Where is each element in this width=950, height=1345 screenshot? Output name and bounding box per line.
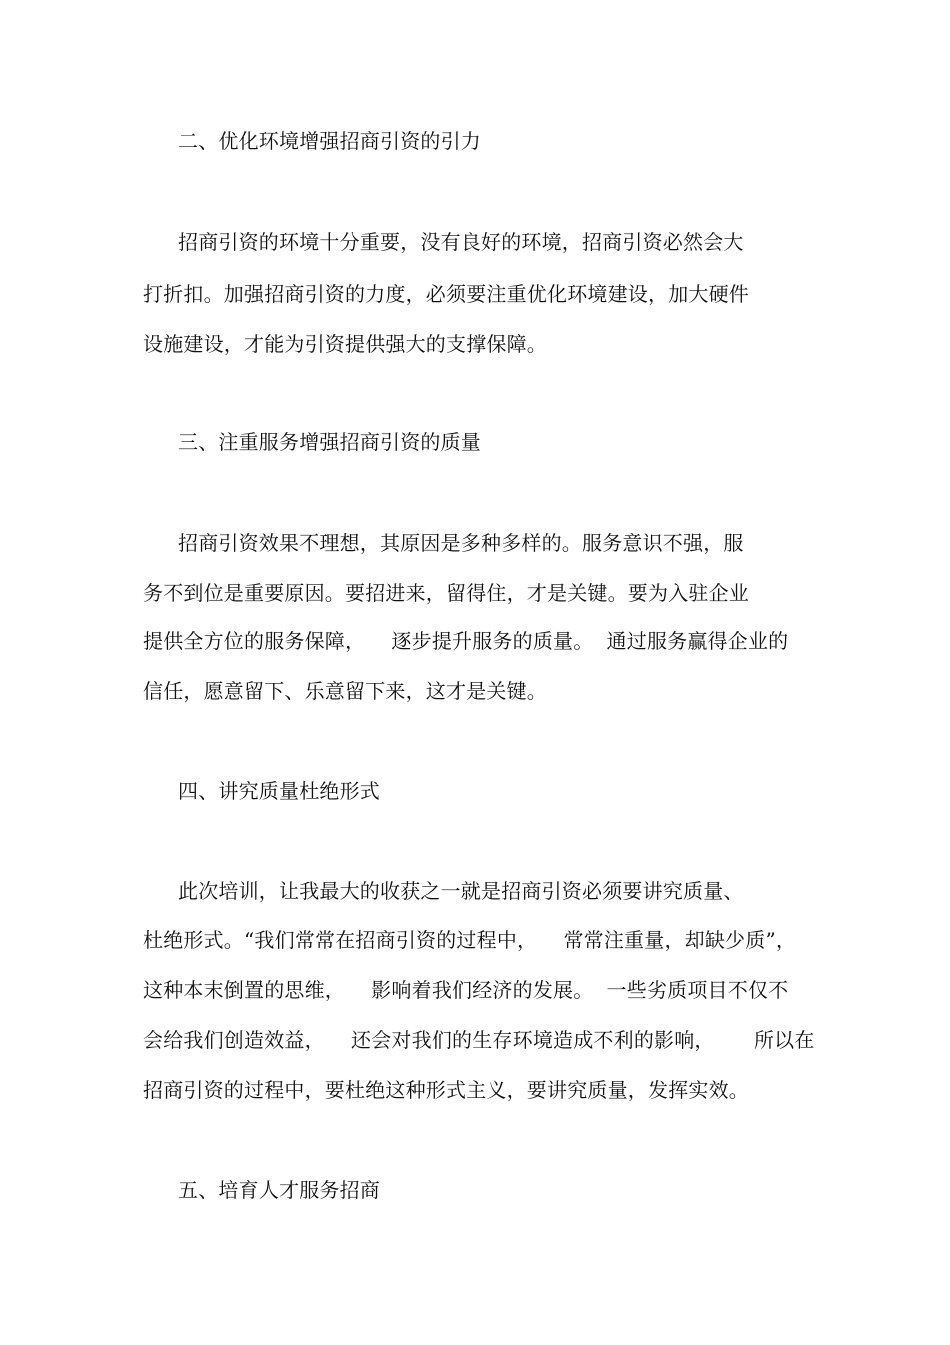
paragraph-line: 提供全方位的服务保障， 逐步提升服务的质量。 通过服务赢得企业的 (143, 629, 789, 653)
paragraph-line: 招商引资效果不理想，其原因是多种多样的。服务意识不强，服 (178, 531, 744, 555)
section-heading: 五、培育人才服务招商 (178, 1178, 380, 1202)
paragraph-line: 务不到位是重要原因。要招进来，留得住，才是关键。要为入驻企业 (143, 581, 749, 605)
paragraph-line: 这种本末倒置的思维， 影响着我们经济的发展。 一些劣质项目不仅不 (143, 978, 789, 1002)
paragraph-line: 会给我们创造效益， 还会对我们的生存环境造成不利的影响， 所以在 (143, 1028, 815, 1052)
section-heading: 二、优化环境增强招商引资的引力 (178, 129, 481, 153)
paragraph-line: 招商引资的环境十分重要，没有良好的环境，招商引资必然会大 (178, 230, 744, 254)
paragraph-line: 信任，愿意留下、乐意留下来，这才是关键。 (143, 679, 547, 703)
section-heading: 四、讲究质量杜绝形式 (178, 779, 380, 803)
section-heading: 三、注重服务增强招商引资的质量 (178, 430, 481, 454)
paragraph-line: 杜绝形式。“我们常常在招商引资的过程中， 常常注重量，却缺少质”， (143, 928, 797, 952)
paragraph-line: 招商引资的过程中，要杜绝这种形式主义，要讲究质量，发挥实效。 (143, 1078, 749, 1102)
paragraph-line: 打折扣。加强招商引资的力度，必须要注重优化环境建设，加大硬件 (143, 282, 749, 306)
paragraph-line: 设施建设，才能为引资提供强大的支撑保障。 (143, 332, 547, 356)
paragraph-line: 此次培训，让我最大的收获之一就是招商引资必须要讲究质量、 (178, 879, 744, 903)
